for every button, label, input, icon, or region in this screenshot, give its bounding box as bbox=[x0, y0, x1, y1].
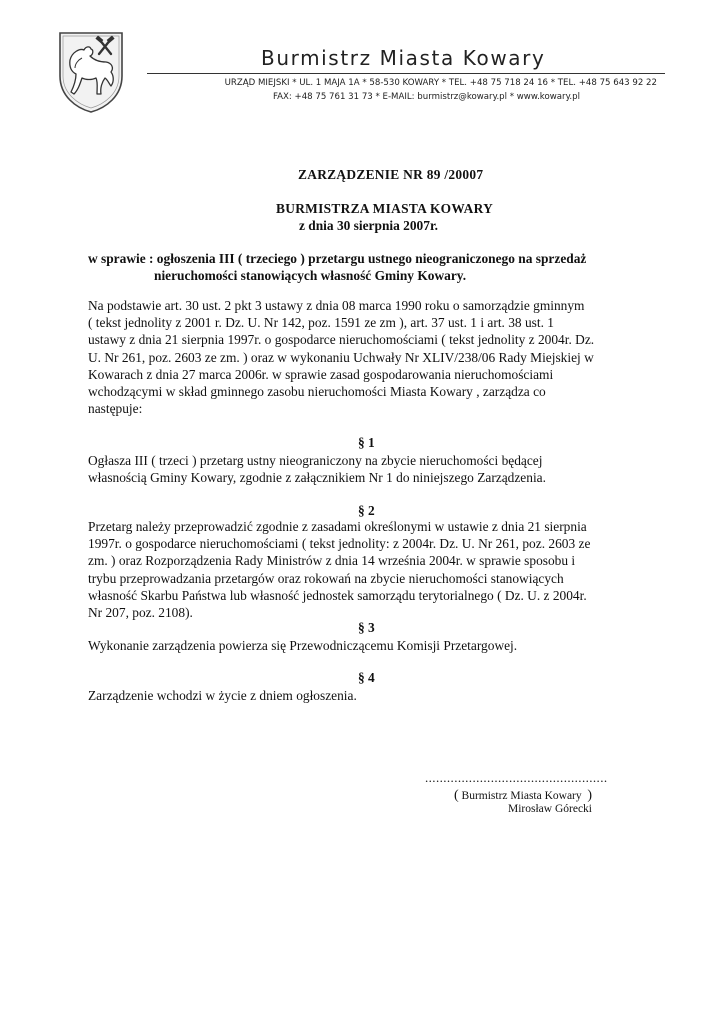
section-mark-4: § 4 bbox=[358, 670, 375, 685]
letterhead-address-line: URZĄD MIEJSKI * UL. 1 MAJA 1A * 58-530 KOWARY * TEL. +48 75 718 24 16 * TEL. +48 75 643 92 22 bbox=[224, 78, 657, 88]
crest-horse-hammer-icon bbox=[56, 30, 126, 114]
signature-open-paren: ( bbox=[454, 788, 459, 803]
signature-name: Mirosław Górecki bbox=[508, 803, 592, 815]
letterhead-divider bbox=[147, 73, 665, 74]
text-line: zm. ) oraz Rozporządzenia Rady Ministrów z dnia 14 września 2004r. w sprawie sposobu i bbox=[88, 553, 576, 569]
text-line: trybu przeprowadzania przetargów oraz rokowań na zbycie nieruchomości stanowiących bbox=[88, 570, 564, 586]
text-line: Kowarach z dnia 27 marca 2006r. w sprawie zasad gospodarowania nieruchomościami bbox=[88, 366, 554, 382]
section-mark-2: § 2 bbox=[358, 503, 375, 518]
letterhead-title: Burmistrz Miasta Kowary bbox=[261, 46, 546, 70]
text-line: Wykonanie zarządzenia powierza się Przewodniczącemu Komisji Przetargowej. bbox=[88, 638, 518, 653]
ordinance-number: ZARZĄDZENIE NR 89 /20007 bbox=[298, 167, 484, 182]
ordinance-subject-line-2: nieruchomości stanowiących własność Gminy Kowary. bbox=[154, 268, 467, 283]
text-line: własnością Gminy Kowary, zgodnie z załącznikiem Nr 1 do niniejszego Zarządzenia. bbox=[88, 470, 546, 486]
letterhead-contact-line: FAX: +48 75 761 31 73 * E-MAIL: burmistrz@kowary.pl * www.kowary.pl bbox=[272, 92, 580, 102]
text-line: 1997r. o gospodarce nieruchomościami ( tekst jednolity: z 2004r. Dz. U. Nr 261, poz. 2603 ze bbox=[88, 536, 591, 552]
section-3-text bbox=[88, 637, 517, 654]
text-line: ustawy z dnia 21 sierpnia 1997r. o gospodarce nieruchomościami ( tekst jednolity z 2004r. Dz. bbox=[88, 332, 595, 348]
text-line: ( tekst jednolity z 2001 r. Dz. U. Nr 142, poz. 1591 ze zm ), art. 37 ust. 1 i art. 38 ust. 1 bbox=[88, 315, 554, 331]
signature-role bbox=[454, 788, 592, 804]
text-line: Na podstawie art. 30 ust. 2 pkt 3 ustawy z dnia 08 marca 1990 roku o samorządzie gminnym bbox=[88, 298, 585, 313]
preamble-paragraph bbox=[88, 297, 594, 417]
section-mark-3: § 3 bbox=[358, 620, 375, 635]
section-1-text bbox=[88, 452, 546, 486]
ordinance-subject-line-1: w sprawie : ogłoszenia III ( trzeciego ) przetargu ustnego nieograniczonego na sprzedaż bbox=[88, 251, 587, 266]
section-2-text bbox=[88, 518, 590, 621]
text-line: U. Nr 261, poz. 2603 ze zm. ) oraz w wykonaniu Uchwały Nr XLIV/238/06 Rady Miejskiej w bbox=[88, 349, 594, 365]
text-line: Nr 207, poz. 2108). bbox=[88, 605, 193, 621]
signature-close-paren: ) bbox=[587, 788, 593, 803]
ordinance-date: z dnia 30 sierpnia 2007r. bbox=[299, 218, 439, 233]
text-line: Przetarg należy przeprowadzić zgodnie z zasadami określonymi w ustawie z dnia 21 sierpnia bbox=[88, 519, 587, 534]
section-4-text bbox=[88, 687, 357, 704]
text-line: Zarządzenie wchodzi w życie z dniem ogłoszenia. bbox=[88, 688, 357, 703]
signature-role-text: Burmistrz Miasta Kowary bbox=[458, 790, 588, 802]
section-mark-1: § 1 bbox=[358, 435, 375, 450]
ordinance-issuer: BURMISTRZA MIASTA KOWARY bbox=[276, 201, 494, 216]
signature-line: .................................................. bbox=[425, 770, 608, 785]
text-line: następuje: bbox=[88, 401, 143, 417]
text-line: Ogłasza III ( trzeci ) przetarg ustny nieograniczony na zbycie nieruchomości będącej bbox=[88, 453, 543, 468]
text-line: wchodzącymi w skład gminnego zasobu nieruchomości Miasta Kowary , zarządza co bbox=[88, 384, 546, 400]
text-line: własność Skarbu Państwa lub własność jednostek samorządu terytorialnego ( Dz. U. z 2004r. bbox=[88, 587, 587, 603]
